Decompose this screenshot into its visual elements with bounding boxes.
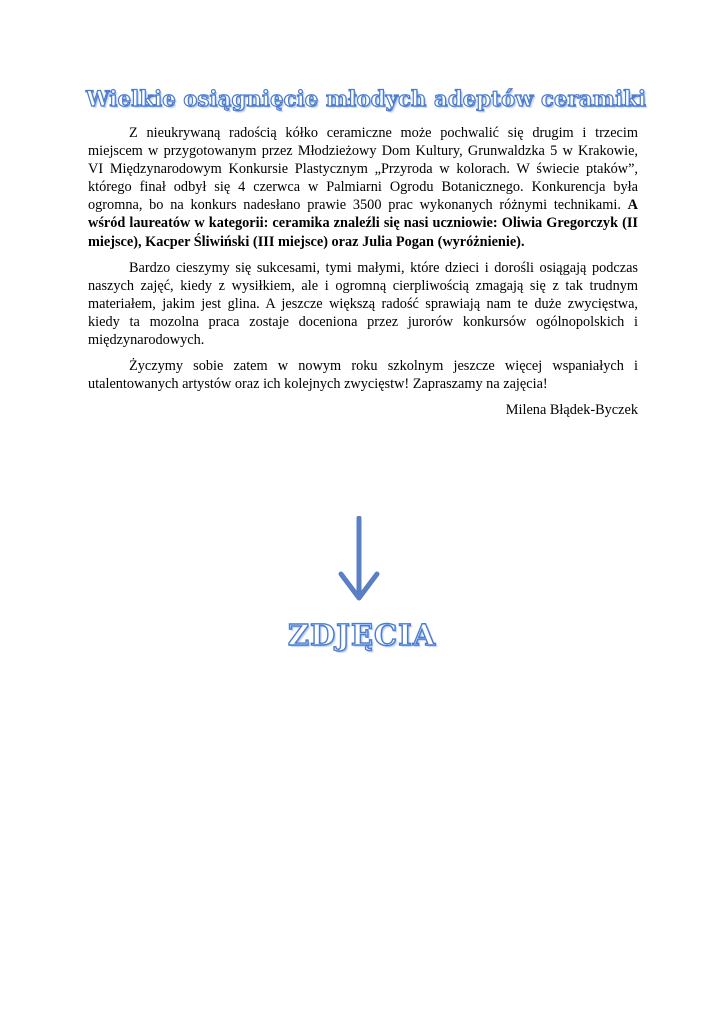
- author-signature: Milena Błądek-Byczek: [505, 402, 638, 419]
- arrow-down-icon: [337, 516, 381, 602]
- paragraph-3: Życzymy sobie zatem w nowym roku szkolnym jeszcze więcej wspaniałych i utalentowanych artystów oraz ich kolejnych zwycięstw! Zapraszamy na zajęcia!: [88, 358, 638, 393]
- paragraph-1-text: Z nieukrywaną radością kółko ceramiczne może pochwalić się drugim i trzecim miejscem w przygotowanym przez Młodzieżowy Dom Kultury, Grunwaldzka 5 w Krakowie, VI Międzynarodowym Konkursie Plastycznym „Przyroda w kolorach. W świecie ptaków”, którego finał odbył się 4 czerwca w Palmiarni Ogrodu Botanicznego. Konkurencja była ogromna, bo na konkurs nadesłano prawie 3500 prac wykonanych różnymi technikami.: [88, 125, 638, 214]
- paragraph-1-laureates: A wśród laureatów w kategorii: ceramika znaleźli się nasi uczniowie: Oliwia Gregorczyk (II miejsce), Kacper Śliwiński (III miejsce) oraz Julia Pogan (wyróżnienie).: [88, 197, 638, 250]
- article-title: Wielkie osiągnięcie młodych adeptów ceramiki: [86, 86, 647, 111]
- photos-heading: ZDJĘCIA: [287, 618, 437, 652]
- article-body: [88, 124, 638, 427]
- paragraph-1: [88, 124, 638, 251]
- paragraph-2: Bardzo cieszymy się sukcesami, tymi małymi, które dzieci i dorośli osiągają podczas naszych zajęć, kiedy z wysiłkiem, ale i ogromną cierpliwością zmagają się z tak trudnym materiałem, jakim jest glina. A jeszcze większą radość sprawiają nam te duże zwycięstwa, kiedy ta mozolna praca zostaje doceniona przez jurorów konkursów ogólnopolskich i międzynarodowych.: [88, 259, 638, 349]
